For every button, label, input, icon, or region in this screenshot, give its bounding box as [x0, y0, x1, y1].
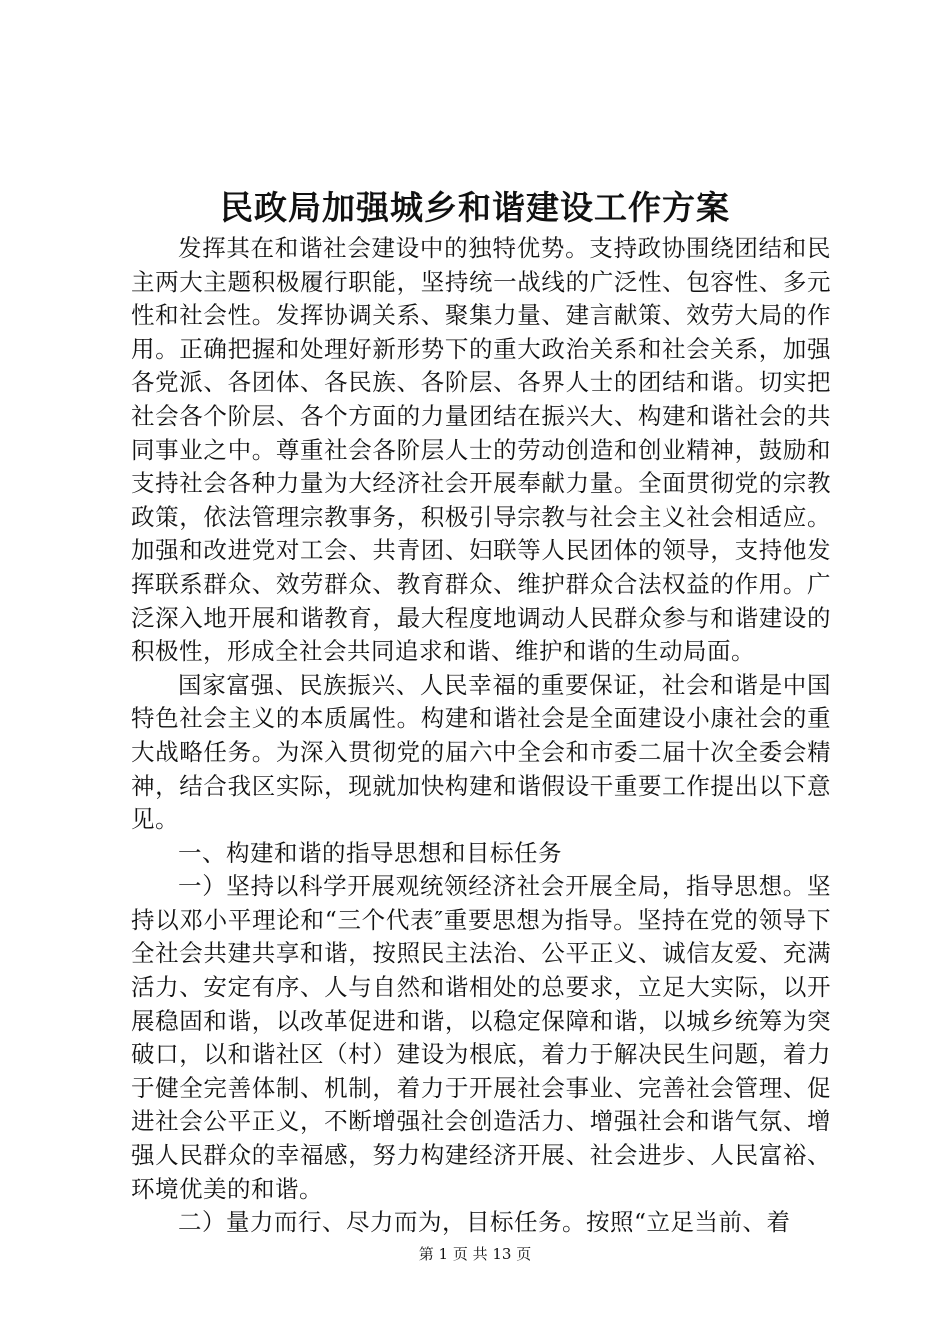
document-body: [131, 232, 831, 1240]
page-footer: 第 1 页 共 13 页: [418, 1245, 532, 1263]
document-title: 民政局加强城乡和谐建设工作方案: [220, 188, 730, 227]
section-heading: 一、构建和谐的指导思想和目标任务: [178, 838, 562, 867]
paragraph: 二）量力而行、尽力而为，目标任务。按照“立足当前、着: [178, 1208, 791, 1237]
paragraph: 一）坚持以科学开展观统领经济社会开展全局，指导思想。坚持以邓小平理论和“三个代表″重要思想为指导。坚持在党的领导下全社会共建共享和谐，按照民主法治、公平正义、诚信友爱、充满活力、安定有序、人与自然和谐相处的总要求，立足大实际，以开展稳固和谐，以改革促进和谐，以稳定保障和谐，以城乡统筹为突破口，以和谐社区（村）建设为根底，着力于解决民生问题，着力于健全完善体制、机制，着力于开展社会事业、完善社会管理、促进社会公平正义，不断增强社会创造活力、增强社会和谐气氛、增强人民群众的幸福感，努力构建经济开展、社会进步、人民富裕、环境优美的和谐。: [131, 872, 831, 1203]
paragraph: 发挥其在和谐社会建设中的独特优势。支持政协围绕团结和民主两大主题积极履行职能，坚持统一战线的广泛性、包容性、多元性和社会性。发挥协调关系、聚集力量、建言献策、效劳大局的作用。正确把握和处理好新形势下的重大政治关系和社会关系，加强各党派、各团体、各民族、各阶层、各界人士的团结和谐。切实把社会各个阶层、各个方面的力量团结在振兴大、构建和谐社会的共同事业之中。尊重社会各阶层人士的劳动创造和创业精神，鼓励和支持社会各种力量为大经济社会开展奉献力量。全面贯彻党的宗教政策，依法管理宗教事务，积极引导宗教与社会主义社会相适应。加强和改进党对工会、共青团、妇联等人民团体的领导，支持他发挥联系群众、效劳群众、教育群众、维护群众合法权益的作用。广泛深入地开展和谐教育，最大程度地调动人民群众参与和谐建设的积极性，形成全社会共同追求和谐、维护和谐的生动局面。: [131, 234, 831, 666]
paragraph: 国家富强、民族振兴、人民幸福的重要保证，社会和谐是中国特色社会主义的本质属性。构建和谐社会是全面建设小康社会的重大战略任务。为深入贯彻党的届六中全会和市委二届十次全委会精神，结合我区实际，现就加快构建和谐假设干重要工作提出以下意见。: [131, 670, 831, 834]
